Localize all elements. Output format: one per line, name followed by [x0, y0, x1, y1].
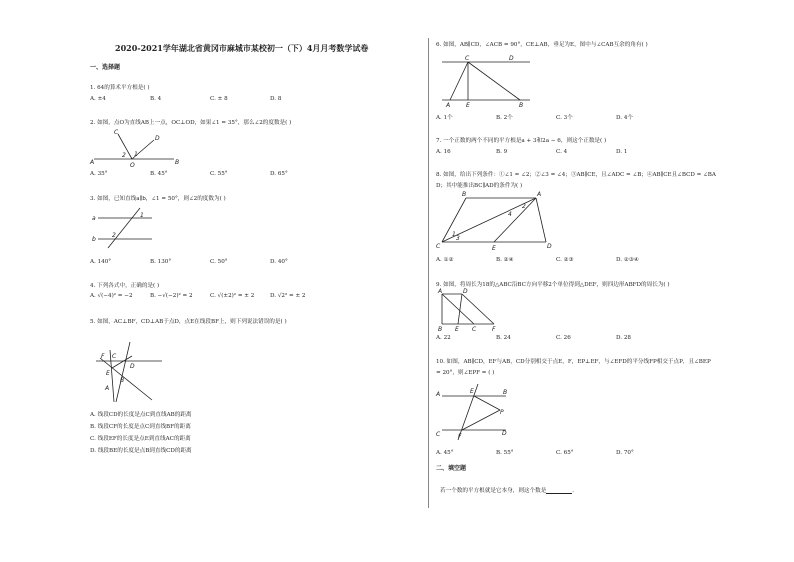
q5-figure — [90, 328, 170, 404]
q3-figure — [90, 206, 160, 250]
question-9-stem: 9. 如图，将周长为18的△ABC沿BC方向平移2个单位得到△DEF，则四边形ABFD的周长为( ) — [436, 282, 670, 288]
section-heading-choice: 一、选择题 — [90, 64, 121, 71]
q10-segment-ep — [474, 396, 500, 410]
q7-option-a[interactable]: A. 16 — [436, 149, 451, 155]
q10-option-a[interactable]: A. 45° — [436, 450, 454, 456]
q4-option-d[interactable]: D. √2² = ± 2 — [270, 293, 306, 299]
q9-segment-de — [458, 294, 462, 324]
question-6-stem: 6. 如图，AB∥CD，∠ACB = 90°，CE⊥AB，垂足为E，图中与∠CAB互余的角有( ) — [436, 42, 648, 48]
q6-label-c: C — [465, 55, 470, 62]
q2-option-d[interactable]: D. 65° — [270, 171, 288, 177]
q7-option-c[interactable]: C. 4 — [556, 149, 568, 155]
q8-figure — [436, 190, 556, 250]
q3-label-b: b — [92, 236, 96, 243]
q2-label-1: 1 — [134, 151, 138, 158]
q5-line-extra — [116, 342, 130, 402]
question-11-stem: 若一个数的平方根就是它本身，则这个数是 — [440, 488, 547, 494]
q2-label-c: C — [114, 129, 119, 136]
q10-line-ef — [458, 384, 478, 440]
q8-label-e: E — [492, 245, 496, 252]
q9-label-b: B — [438, 326, 443, 333]
q2-label-b: B — [175, 159, 180, 166]
q8-label-b: B — [462, 191, 467, 198]
page-title: 2020-2021学年湖北省黄冈市麻城市某校初一（下）4月月考数学试卷 — [115, 43, 369, 53]
q5-label-a: A — [105, 385, 110, 392]
q3-option-a[interactable]: A. 140° — [90, 259, 112, 265]
question-11 — [440, 486, 574, 494]
q9-label-d: D — [463, 288, 468, 295]
question-8-stem: 8. 如图，给出下列条件：①∠1 = ∠2；②∠3 = ∠4；③AB∥CE，且∠ADC = ∠B；④AB∥CE且∠BCD = ∠BA — [436, 172, 716, 178]
question-10-stem-cont: = 20°，则∠EPF = ( ) — [436, 370, 495, 376]
q9-option-d[interactable]: D. 28 — [616, 335, 631, 341]
q2-label-d: D — [155, 135, 160, 142]
q6-option-a[interactable]: A. 1个 — [436, 115, 453, 121]
q9-label-c: C — [472, 326, 477, 333]
q2-option-c[interactable]: C. 55° — [210, 171, 228, 177]
q10-label-d: D — [502, 430, 507, 437]
q6-option-c[interactable]: C. 3个 — [556, 115, 573, 121]
q8-label-d: D — [547, 243, 552, 250]
question-2-stem: 2. 如图，点O为直线AB上一点，OC⊥OD，如果∠1 = 35°，那么∠2的度数是( ) — [90, 120, 292, 126]
q8-label-a: A — [537, 191, 542, 198]
q10-label-b: B — [503, 389, 508, 396]
q5-option-c[interactable]: C. 线段EF的长度是点E到直线AC的距离 — [90, 436, 191, 442]
q6-option-b[interactable]: B. 2个 — [496, 115, 513, 121]
q10-label-f: F — [458, 433, 462, 440]
q6-segment-cb — [468, 62, 520, 100]
q1-option-a[interactable]: A. ±4 — [90, 96, 106, 102]
q5-label-e: E — [106, 370, 110, 377]
q2-label-2: 2 — [122, 152, 126, 159]
q7-option-d[interactable]: D. 1 — [616, 149, 628, 155]
q6-label-b: B — [519, 102, 524, 109]
question-10-stem: 10. 如图，AB∥CD，EF与AB，CD分别相交于点E，F，EP⊥EF，与∠EFD的平分线FP相交于点P，且∠BEP — [436, 359, 711, 365]
q6-label-d: D — [509, 55, 514, 62]
q3-label-1: 1 — [140, 212, 144, 219]
q8-label-1: 1 — [452, 231, 456, 238]
q4-option-a[interactable]: A. √(−4)² = −2 — [90, 293, 133, 299]
q1-option-d[interactable]: D. 8 — [270, 96, 282, 102]
q8-label-4: 4 — [508, 211, 512, 218]
q9-option-b[interactable]: B. 24 — [496, 335, 511, 341]
q10-figure — [436, 378, 526, 442]
q8-side-ae — [494, 198, 536, 242]
q10-label-e: E — [470, 388, 474, 395]
q10-option-b[interactable]: B. 55° — [496, 450, 514, 456]
q9-segment-ac — [442, 294, 474, 324]
q10-label-a: A — [436, 391, 441, 398]
q8-label-c: C — [436, 243, 441, 250]
question-1-stem: 1. 64的算术平方根是( ) — [90, 85, 150, 91]
q10-label-p: P — [500, 409, 504, 416]
q9-option-c[interactable]: C. 26 — [556, 335, 571, 341]
q3-label-2: 2 — [112, 232, 116, 239]
q6-label-a: A — [446, 102, 451, 109]
q8-option-c[interactable]: C. ②③ — [556, 257, 574, 263]
q4-option-c[interactable]: C. √(±2)² = ± 2 — [210, 293, 255, 299]
answer-blank[interactable] — [546, 487, 575, 494]
q5-option-b[interactable]: B. 线段CF的长度是点C到直线BF的距离 — [90, 424, 191, 430]
q7-option-b[interactable]: B. 9 — [496, 149, 508, 155]
question-8-stem-cont: D；其中能推出BC∥AD的条件为( ) — [436, 183, 523, 189]
q8-label-2: 2 — [522, 203, 526, 210]
q3-option-c[interactable]: C. 50° — [210, 259, 228, 265]
question-5-stem: 5. 如图，AC⊥BF，CD⊥AB于点D，点E在线段BF上，则下列说法错误的是( ) — [90, 319, 287, 325]
q3-option-d[interactable]: D. 40° — [270, 259, 288, 265]
q6-option-d[interactable]: D. 4个 — [616, 115, 633, 121]
q1-option-c[interactable]: C. ± 8 — [210, 96, 228, 102]
q2-figure — [90, 126, 180, 168]
q5-option-d[interactable]: D. 线段BE的长度是点B到直线CD的距离 — [90, 448, 192, 454]
q1-option-b[interactable]: B. 4 — [150, 96, 162, 102]
q10-option-d[interactable]: D. 70° — [616, 450, 634, 456]
q8-option-a[interactable]: A. ①② — [436, 257, 454, 263]
q9-option-a[interactable]: A. 22 — [436, 335, 451, 341]
column-divider — [428, 38, 429, 508]
q5-option-a[interactable]: A. 线段CD的长度是点C到直线AB的距离 — [90, 412, 192, 418]
q2-option-a[interactable]: A. 35° — [90, 171, 108, 177]
q2-option-b[interactable]: B. 45° — [150, 171, 168, 177]
q6-figure — [436, 50, 536, 108]
q8-side-ad — [536, 198, 546, 242]
q9-figure — [436, 288, 506, 332]
q3-label-a: a — [92, 215, 96, 222]
question-11-suffix: . — [572, 488, 575, 494]
q5-line-ab — [100, 358, 152, 400]
q2-label-a: A — [90, 159, 95, 166]
q2-label-o: O — [130, 162, 135, 169]
q5-label-f: F — [101, 353, 105, 360]
q10-option-c[interactable]: C. 65° — [556, 450, 574, 456]
q8-option-b[interactable]: B. ②④ — [496, 257, 514, 263]
q6-label-e: E — [466, 102, 470, 109]
q9-segment-df — [462, 294, 494, 324]
q4-option-b[interactable]: B. −√(−2)² = 2 — [150, 293, 193, 299]
section-heading-fill: 二、填空题 — [436, 465, 467, 472]
q6-segment-ca — [450, 62, 468, 100]
question-3-stem: 3. 如图，已知直线a∥b，∠1 = 50°，则∠2的度数为( ) — [90, 196, 226, 202]
q8-label-3: 3 — [456, 235, 460, 242]
question-4-stem: 4. 下列各式中，正确的是( ) — [90, 283, 160, 289]
q5-label-d: D — [130, 363, 135, 370]
q5-label-b: B — [120, 377, 125, 384]
q10-label-c: C — [436, 431, 441, 438]
q5-label-c: C — [112, 353, 117, 360]
q8-option-d[interactable]: D. ②③④ — [616, 257, 639, 263]
q3-option-b[interactable]: B. 130° — [150, 259, 172, 265]
q3-transversal — [108, 208, 140, 248]
q9-label-a: A — [438, 288, 443, 295]
question-7-stem: 7. 一个正数的两个不同的平方根是a + 3和2a − 6，则这个正数是( ) — [436, 138, 607, 144]
q9-label-f: F — [492, 326, 496, 333]
q9-label-e: E — [455, 326, 459, 333]
